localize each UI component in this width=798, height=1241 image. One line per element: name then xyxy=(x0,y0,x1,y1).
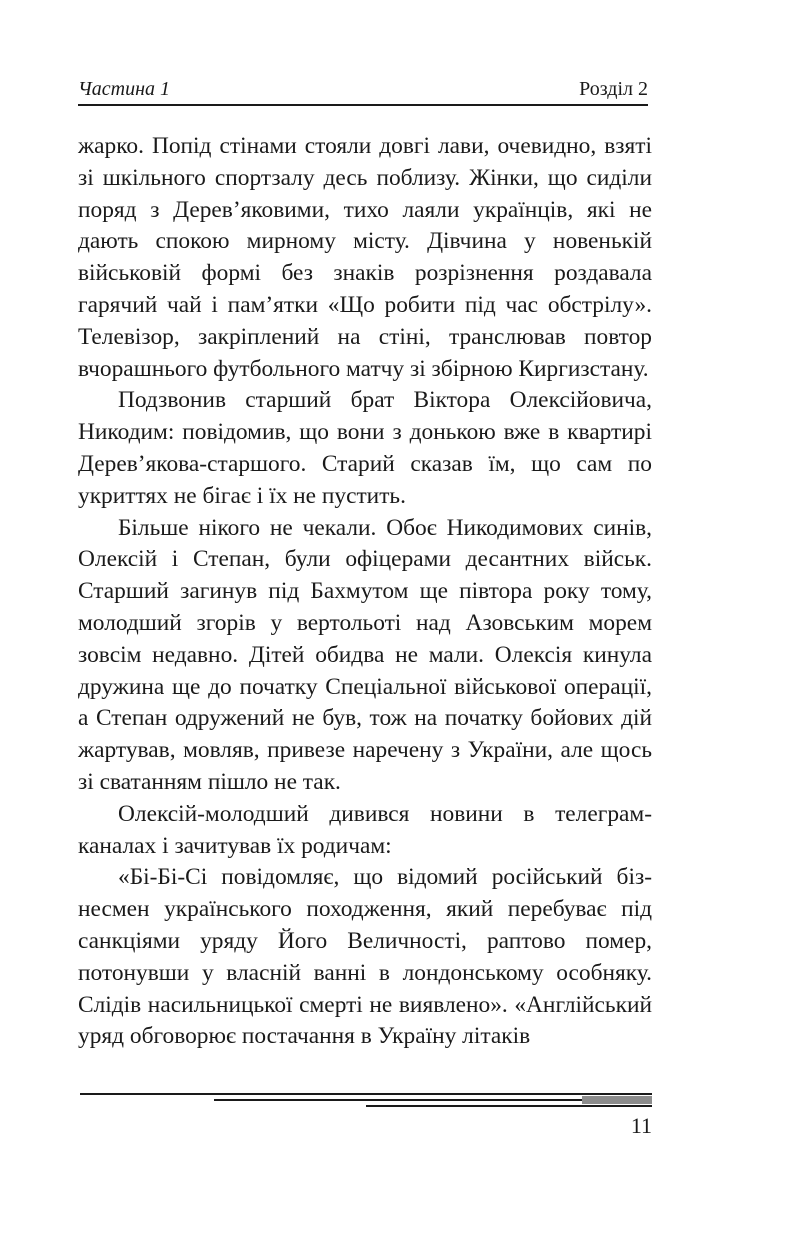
paragraph: Олексій-молодший дивився новини в телеграм-каналах і зачитував їх родичам: xyxy=(78,800,652,859)
footer-ornament xyxy=(78,1093,652,1109)
paragraph: Подзвонив старший брат Віктора Олексійовича, Никодим: повідомив, що вони з донькою вже в квартирі Дерев’якова-старшого. Старий сказав їм, що сам по укриттях не бігає і їх не пустить. xyxy=(78,387,652,509)
chapter-title: Розділ 2 xyxy=(579,78,648,100)
body-text xyxy=(78,131,652,1053)
running-header xyxy=(78,76,648,102)
paragraph: «Бі-Бі-Сі повідомляє, що відомий російський бізнесмен українського походження, який перебуває під санкціями уряду Його Величності, раптово помер, потонувши у власній ванні в лондонському особняку. Слідів насильницької смерті не виявлено». «Англійський уряд обговорює постачання в Україну літаків xyxy=(78,864,652,1050)
page-number: 11 xyxy=(630,1113,652,1138)
footer-rule xyxy=(366,1105,652,1107)
header-divider xyxy=(78,104,648,106)
footer-gray-bar xyxy=(582,1096,652,1104)
part-title: Частина 1 xyxy=(78,78,171,100)
paragraph: жарко. Попід стінами стояли довгі лави, очевидно, взяті зі шкільного спортзалу десь поблизу. Жінки, що сиділи поряд з Дерев’яковими, тихо лаяли українців, які не дають спокою мирному місту. Дівчина у новенькій військовій формі без знаків розрізнення роздавала гарячий чай і пам’ятки «Що робити під час обстрілу». Телевізор, закріплений на стіні, транслював повтор вчорашнього футбольного матчу зі збірною Киргизстану. xyxy=(78,133,652,382)
footer-rule xyxy=(80,1093,652,1095)
paragraph: Більше нікого не чекали. Обоє Никодимових синів, Олексій і Степан, були офіцерами десантних військ. Старший загинув під Бахмутом ще півтора року тому, молодший згорів у вертольоті над Азовським морем зовсім недавно. Дітей обидва не мали. Олексія кинула дружина ще до початку Спеціальної військової операції, а Степан одружений не був, тож на початку бойових дій жартував, мовляв, привезе наречену з України, але щось зі сватанням пішло не так. xyxy=(78,514,652,795)
